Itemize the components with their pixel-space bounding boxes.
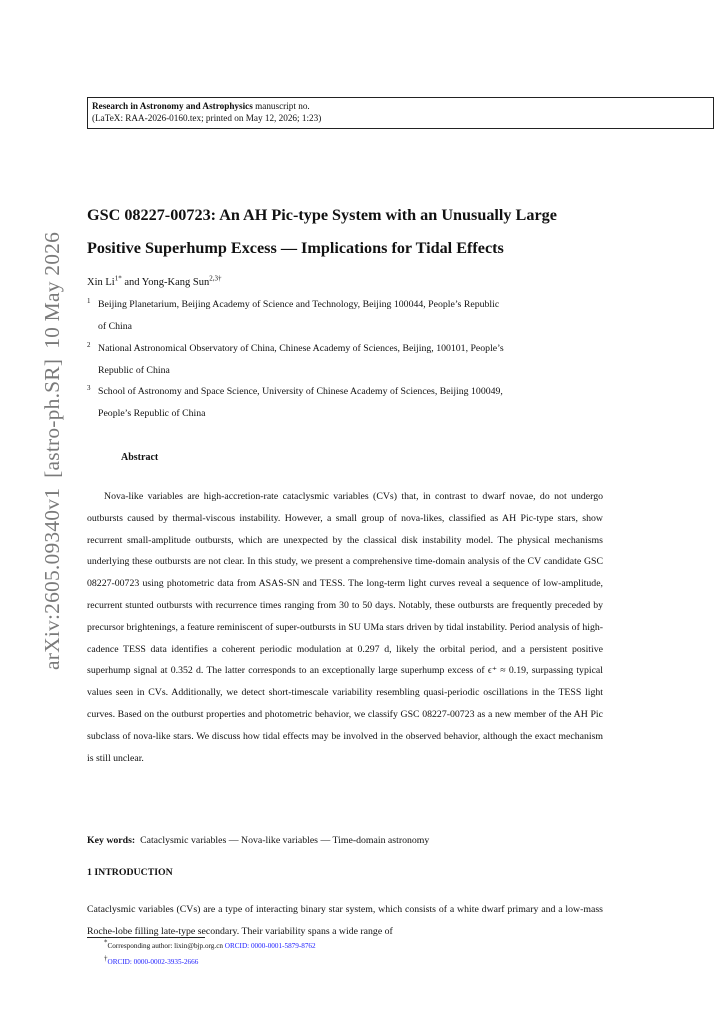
- manuscript-header: [87, 97, 714, 129]
- affiliation-line: People’s Republic of China: [98, 407, 206, 419]
- journal-name: Research in Astronomy and Astrophysics: [92, 101, 253, 111]
- affiliation-line: of China: [98, 320, 133, 332]
- footnote: [104, 938, 316, 950]
- header-line-2: (LaTeX: RAA-2026-0160.tex; printed on May 12, 2026; 1:23): [92, 113, 322, 123]
- section-body: Cataclysmic variables (CVs) are a type of interacting binary star system, which consists of a white dwarf primary and a low-mass Roche-lobe filling late-type secondary. Their variability spans a wide range of: [87, 904, 603, 937]
- author-name: Yong-Kang Sun: [141, 277, 210, 288]
- arxiv-sidebar-stamp: [40, 222, 65, 670]
- affiliation-line: National Astronomical Observatory of China, Chinese Academy of Sciences, Beijing, 100101, People’s: [98, 343, 504, 354]
- title-line-1: GSC 08227-00723: An AH Pic-type System with an Unusually Large: [87, 206, 557, 224]
- arxiv-date: 10 May 2026: [40, 231, 64, 349]
- affiliation-line: Beijing Planetarium, Beijing Academy of Science and Technology, Beijing 100044, People’s Republic: [98, 299, 500, 310]
- section-heading: 1 INTRODUCTION: [87, 867, 173, 878]
- author-joiner: and: [121, 277, 142, 288]
- abstract-body: [87, 486, 603, 769]
- header-line-1: [92, 100, 709, 112]
- print-info: : RAA-2026-0160.tex; printed on May 12, 2026; 1:23): [120, 113, 322, 123]
- keywords: [87, 835, 429, 846]
- orcid-link[interactable]: ORCID: 0000-0001-5879-8762: [224, 942, 316, 950]
- footnote-mark: *: [104, 938, 108, 947]
- keywords-text: Cataclysmic variables — Nova-like variables — Time-domain astronomy: [140, 835, 430, 846]
- affiliation-number: 2: [87, 341, 91, 349]
- orcid-link[interactable]: ORCID: 0000-0002-3935-2666: [107, 958, 199, 966]
- manuscript-label: manuscript no.: [255, 101, 310, 111]
- keywords-label: Key words:: [87, 835, 136, 846]
- affiliation-line: Republic of China: [98, 364, 170, 376]
- author-list: [87, 274, 222, 288]
- abstract-paragraph: Nova-like variables are high-accretion-rate cataclysmic variables (CVs) that, in contrast to dwarf novae, do not undergo outbursts caused by thermal-viscous instability. However, a small group of nova-likes, classified as AH Pic-type stars, show recurrent small-amplitude outbursts, which are unexpected by the classical disk instability model. The physical mechanisms underlying these outbursts are not clear. In this study, we present a comprehensive time-domain analysis of the CV candidate GSC 08227-00723 using photometric data from ASAS-SN and TESS. The long-term light curves reveal a sequence of low-amplitude, recurrent stunted outbursts with recurrence times ranging from 30 to 50 days. Notably, these outbursts are frequently preceded by precursor brightenings, a feature reminiscent of super-outbursts in SU UMa stars driven by tidal instability. Period analysis of high-cadence TESS data identifies a coherent periodic modulation at 0.297 d, likely the orbital period, and a persistent positive superhump signal at 0.352 d. The latter corresponds to an exceptionally large superhump excess of ϵ⁺ ≈ 0.19, surpassing typical values seen in CVs. Additionally, we detect short-timescale variability resembling quasi-periodic oscillations in the TESS light curves. Based on the outburst properties and photometric behavior, we classify GSC 08227-00723 as a new member of the AH Pic subclass of nova-like stars. We discuss how tidal effects may be involved in the observed behavior, although the exact mechanism is still unclear.: [87, 491, 603, 764]
- abstract-heading: Abstract: [121, 452, 159, 463]
- author-affil-mark: 2,3†: [209, 274, 222, 283]
- affiliation: [87, 338, 602, 381]
- author-affil-mark: 1*: [114, 274, 122, 283]
- affiliation-number: 1: [87, 297, 91, 305]
- author-name: Xin Li: [87, 277, 115, 288]
- title-line-2: Positive Superhump Excess — Implications for Tidal Effects: [87, 239, 504, 257]
- footnote: [104, 954, 199, 966]
- arxiv-id[interactable]: arXiv:2605.09340v1: [40, 487, 64, 670]
- affiliation: [87, 294, 602, 337]
- latex-logo: LaTeX: [95, 113, 121, 123]
- affiliation-line: School of Astronomy and Space Science, University of Chinese Academy of Sciences, Beijing 100049,: [98, 386, 503, 397]
- footnote-mark: †: [104, 954, 108, 963]
- footnote-text: Corresponding author: lixin@bjp.org.cn: [107, 942, 225, 950]
- affiliation-number: 3: [87, 384, 91, 392]
- paper-title: [87, 199, 647, 265]
- affiliation: [87, 381, 602, 424]
- arxiv-category: [astro-ph.SR]: [40, 358, 64, 478]
